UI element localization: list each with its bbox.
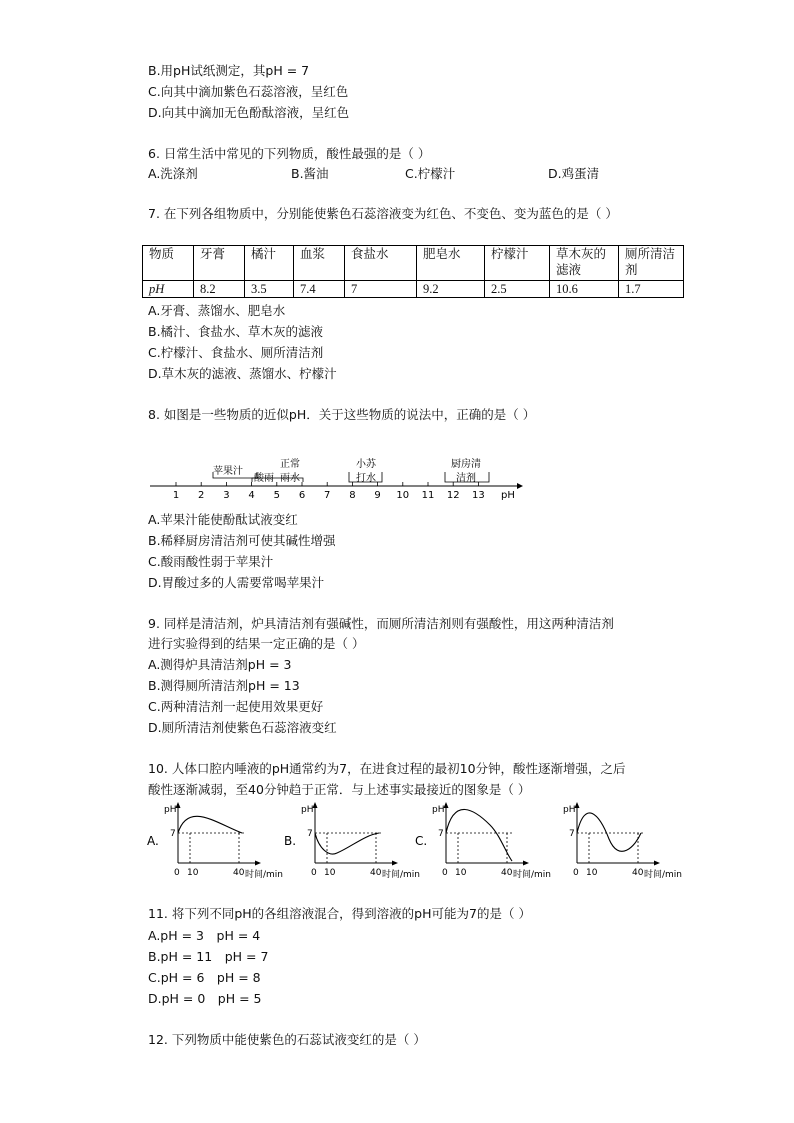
q10-stem-line1: 10. 人体口腔内唾液的pH通常约为7，在进食过程的最初10分钟，酸性逐渐增强，之后 — [148, 761, 626, 776]
table-cell: 牙膏 — [194, 246, 245, 281]
scale-tick-label: 1 — [172, 490, 180, 501]
table-cell: 血浆 — [294, 246, 345, 281]
graph-xtick: 0 — [311, 868, 317, 878]
scale-label-normal: 正常 — [280, 459, 300, 470]
q11-option-d: D.pH = 0 pH = 5 — [148, 991, 262, 1006]
x-axis-arrow — [255, 861, 261, 866]
table-cell: 橘汁 — [245, 246, 294, 281]
graph-ylabel: pH — [563, 805, 576, 815]
q6-option-b: B.酱油 — [291, 166, 329, 181]
scale-tick-label: 7 — [324, 490, 331, 501]
ph-curve — [446, 809, 512, 861]
scale-label-acid-rain: 酸雨 — [254, 473, 274, 484]
table-cell: 肥皂水 — [417, 246, 485, 281]
table-cell: 7 — [345, 281, 417, 298]
scale-tick-label: 12 — [446, 490, 460, 501]
ph-curve — [178, 816, 242, 833]
q11-option-a: A.pH = 3 pH = 4 — [148, 928, 261, 943]
q5-option-c: C.向其中滴加紫色石蕊溶液，呈红色 — [148, 84, 349, 99]
graph-xtick: 10 — [187, 868, 199, 878]
scale-tick-label: 13 — [472, 490, 485, 501]
scale-axis-label: pH — [501, 490, 515, 501]
graph-option-label: B. — [284, 834, 297, 848]
table-cell: 草木灰的滤液 — [550, 246, 619, 281]
graph-option — [544, 800, 683, 880]
scale-tick-label: 5 — [273, 490, 280, 501]
q11-stem: 11. 将下列不同pH的各组溶液混合，得到溶液的pH可能为7的是（ ） — [148, 906, 531, 921]
table-cell: 1.7 — [619, 281, 684, 298]
graph-xtick: 0 — [174, 868, 180, 878]
graph-xlabel: 时间/min — [513, 870, 552, 880]
q6-option-d: D.鸡蛋清 — [548, 166, 600, 181]
graph-xtick: 40 — [632, 868, 644, 878]
q8-option-c: C.酸雨酸性弱于苹果汁 — [148, 554, 274, 569]
ph-scale-figure — [145, 452, 530, 502]
table-cell: 物质 — [143, 246, 194, 281]
graph-xlabel: 时间/min — [245, 870, 284, 880]
q7-option-c: C.柠檬汁、食盐水、厕所清洁剂 — [148, 345, 324, 360]
table-cell: 厕所清洁剂 — [619, 246, 684, 281]
q11-option-b: B.pH = 11 pH = 7 — [148, 949, 269, 964]
scale-tick-label: 10 — [396, 490, 410, 501]
graph-option-label: A. — [147, 834, 159, 848]
scale-tick-label: 11 — [421, 490, 435, 501]
graph-ref-tick: 7 — [438, 829, 444, 839]
scale-label-baking-soda-1: 小苏 — [356, 459, 376, 470]
table-cell: 7.4 — [294, 281, 345, 298]
q7-option-d: D.草木灰的滤液、蒸馏水、柠檬汁 — [148, 366, 337, 381]
scale-label-apple: 苹果汁 — [213, 466, 243, 477]
table-cell: pH — [143, 281, 194, 298]
scale-tick-label: 9 — [374, 490, 381, 501]
q6-stem: 6. 日常生活中常见的下列物质，酸性最强的是（ ） — [148, 146, 431, 161]
graph-option-label: C. — [415, 834, 428, 848]
scale-label-kitchen-cleaner-2: 洁剂 — [456, 473, 476, 484]
x-axis-arrow — [654, 861, 660, 866]
q7-option-a: A.牙膏、蒸馏水、肥皂水 — [148, 303, 286, 318]
table-cell: 10.6 — [550, 281, 619, 298]
ph-table — [142, 245, 684, 298]
scale-tick-label: 4 — [248, 490, 255, 501]
q9-option-a: A.测得炉具清洁剂pH = 3 — [148, 657, 292, 672]
scale-label-rainwater: 雨水 — [280, 473, 300, 484]
q10-stem-line2: 酸性逐渐减弱，至40分钟趋于正常．与上述事实最接近的图象是（ ） — [148, 782, 531, 797]
table-cell: 8.2 — [194, 281, 245, 298]
graph-ref-tick: 7 — [569, 829, 575, 839]
q8-option-a: A.苹果汁能使酚酞试液变红 — [148, 512, 298, 527]
table-cell: 食盐水 — [345, 246, 417, 281]
graph-xtick: 40 — [501, 868, 513, 878]
scale-tick-label: 6 — [298, 490, 306, 501]
q9-option-b: B.测得厕所清洁剂pH = 13 — [148, 678, 300, 693]
q11-option-c: C.pH = 6 pH = 8 — [148, 970, 261, 985]
q5-option-d: D.向其中滴加无色酚酞溶液，呈红色 — [148, 105, 350, 120]
q5-option-b: B.用pH试纸测定，其pH = 7 — [148, 63, 310, 78]
q7-stem: 7. 在下列各组物质中，分别能使紫色石蕊溶液变为红色、不变色、变为蓝色的是（ ） — [148, 206, 618, 221]
graph-option — [413, 800, 552, 880]
graph-option — [145, 800, 284, 880]
scale-label-baking-soda-2: 打水 — [356, 473, 376, 484]
graph-ylabel: pH — [432, 805, 445, 815]
q12-stem: 12. 下列物质中能使紫色的石蕊试液变红的是（ ） — [148, 1032, 426, 1047]
scale-tick-label: 3 — [223, 490, 230, 501]
q6-option-a: A.洗涤剂 — [148, 166, 198, 181]
table-header-row — [143, 246, 684, 281]
table-cell: 2.5 — [485, 281, 550, 298]
table-cell: 3.5 — [245, 281, 294, 298]
q8-stem: 8. 如图是一些物质的近似pH．关于这些物质的说法中，正确的是（ ） — [148, 407, 536, 422]
graph-option — [282, 800, 421, 880]
graph-ylabel: pH — [164, 805, 177, 815]
q7-option-b: B.橘汁、食盐水、草木灰的滤液 — [148, 324, 324, 339]
graph-ylabel: pH — [301, 805, 314, 815]
ph-curve — [315, 833, 379, 854]
x-axis-arrow — [523, 861, 529, 866]
graph-xtick: 0 — [573, 868, 579, 878]
graph-xtick: 40 — [233, 868, 245, 878]
x-axis-arrow — [392, 861, 398, 866]
q9-option-d: D.厕所清洁剂使紫色石蕊溶液变红 — [148, 720, 337, 735]
scale-tick-label: 2 — [198, 490, 205, 501]
q6-option-c: C.柠檬汁 — [405, 166, 456, 181]
q8-option-d: D.胃酸过多的人需要常喝苹果汁 — [148, 575, 325, 590]
ph-curve — [577, 813, 641, 851]
q8-option-b: B.稀释厨房清洁剂可使其碱性增强 — [148, 533, 336, 548]
q9-stem-line2: 进行实验得到的结果一定正确的是（ ） — [148, 636, 365, 651]
scale-tick-label: 8 — [349, 490, 356, 501]
q9-option-c: C.两种清洁剂一起使用效果更好 — [148, 699, 324, 714]
graph-ref-tick: 7 — [307, 829, 313, 839]
graph-xlabel: 时间/min — [644, 870, 683, 880]
graph-xlabel: 时间/min — [382, 870, 421, 880]
table-row — [143, 281, 684, 298]
graph-xtick: 10 — [324, 868, 336, 878]
graph-ref-tick: 7 — [170, 829, 176, 839]
q9-stem-line1: 9. 同样是清洁剂，炉具清洁剂有强碱性，而厕所清洁剂则有强酸性，用这两种清洁剂 — [148, 616, 614, 631]
graph-xtick: 10 — [455, 868, 467, 878]
table-cell: 柠檬汁 — [485, 246, 550, 281]
scale-label-kitchen-cleaner-1: 厨房清 — [451, 459, 481, 470]
table-cell: 9.2 — [417, 281, 485, 298]
graph-xtick: 0 — [442, 868, 448, 878]
graph-xtick: 40 — [370, 868, 382, 878]
graph-xtick: 10 — [586, 868, 598, 878]
